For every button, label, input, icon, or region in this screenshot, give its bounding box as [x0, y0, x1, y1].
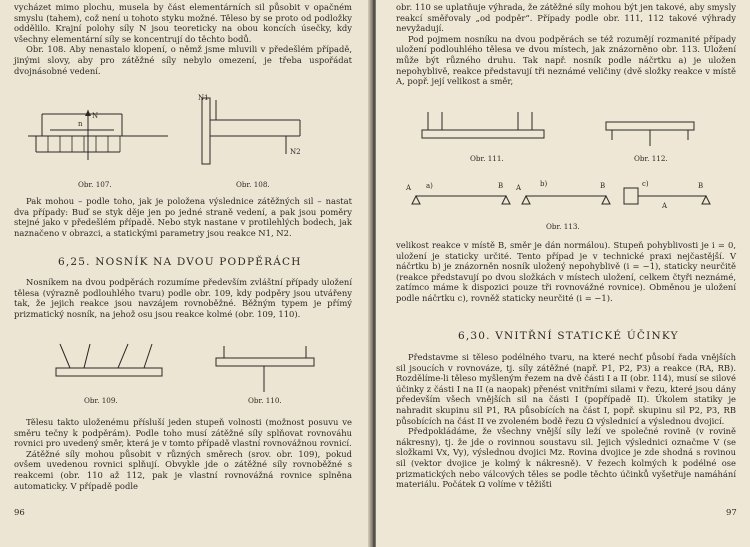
figure-110: [210, 340, 320, 394]
label-N1: N1: [198, 94, 209, 102]
right-page: [376, 0, 750, 547]
left-section-text: Nosníkem na dvou podpěrách rozumíme především zvláštní případy uložení tělesa (výrazně podlouhlého tvaru) podle obr. 109, kdy podpěry jsou utvářeny tak, že jejich reakce jsou navzájem rovnoběžné. Běžným typem je přímý prizmatický nosník, na jehož osu jsou reakce kolmé (obr. 109, 110).: [14, 277, 352, 319]
beam: [422, 130, 544, 138]
section-heading: 6,25. NOSNÍK NA DVOU PODPĚRÁCH: [58, 256, 302, 268]
caption-112: Obr. 112.: [634, 154, 668, 163]
label: B: [698, 182, 704, 190]
caption-113: Obr. 113.: [546, 222, 580, 231]
paragraph: Představme si těleso podélného tvaru, na které nechť působí řada vnějších sil jsoucích v rovnováze, tj. síly zátěžné (např. P1, P2, P3) a reakce (RA, RB). Rozdělíme-li těleso myšleným řezem na dvě části I a II (obr. 114), musí se silové účinky z části I na II (a naopak) přenést vnitřními silami v řezu, které jsou dány především všech vnějších sil na části I (popřípadě II). Úkolem statiky je nahradit skupinu sil P1, RA působících na část I, popř. skupinu sil P2, P3, RB působících na část II ve zvoleném bodě řezu Ω výslednicí a výslednou dvojicí.: [396, 352, 736, 426]
pin-support: [412, 196, 420, 204]
paragraph: Obr. 108. Aby nenastalo klopení, o němž jsme mluvili v předešlém případě, jinými slovy, aby pro zátěžné síly nebylo omezení, je třeba uspořádat dvojnásobné vedení.: [14, 44, 352, 76]
beam: [56, 368, 162, 376]
section-heading: 6,30. VNITŘNÍ STATICKÉ ÚČINKY: [458, 330, 679, 342]
label: a): [426, 182, 433, 190]
force-line: [118, 344, 128, 368]
paragraph: obr. 110 se uplatňuje výhrada, že zátěžné síly mohou být jen takové, aby smysly reakcí směřovaly „od podpěr“. Případy podle obr. 111, 112 takové výhrady nevyžadují.: [396, 2, 736, 34]
label: B: [498, 182, 504, 190]
caption-110: Obr. 110.: [248, 396, 282, 405]
guide-wall: [202, 98, 210, 164]
left-bottom-text: [14, 417, 352, 491]
right-bottom-text: [396, 352, 736, 490]
force-line: [144, 344, 152, 368]
fixed-support: [624, 188, 638, 204]
paragraph: Pod pojmem nosníku na dvou podpěrách se též rozumějí rozmanité případy uložení podlouhlého tělesa ve dvou místech, jak znázorněno obr. 113. Uložení může být různého druhu. Tak např. nosník podle náčrtku a) je uložen nepohyblivě, reakce představují tři neznámé veličiny (dvě složky reakce v místě A, popř. její velikost a směr,: [396, 33, 736, 87]
page-number: 96: [14, 508, 25, 518]
label: c): [642, 180, 649, 188]
label-N2: N2: [290, 148, 301, 156]
figure-112: [600, 108, 700, 148]
figure-113: [406, 178, 716, 214]
pin-support: [522, 196, 530, 204]
caption-111: Obr. 111.: [470, 154, 504, 163]
paragraph: Zátěžné síly mohou působit v různých směrech (srov. obr. 109), pokud ovšem uvedenou rovnici splňují. Obvykle jde o zátěžné síly rovnoběžné s reakcemi (obr. 110 až 112, pak je vlastní rovnovážná rovnice splněna automaticky. V případě podle: [14, 448, 352, 491]
beam: [216, 358, 314, 366]
force-line: [60, 344, 70, 368]
caption-108: Obr. 108.: [236, 180, 270, 189]
roller-support: [502, 196, 510, 204]
caption-109: Obr. 109.: [84, 396, 118, 405]
pin-support: [602, 196, 610, 204]
paragraph: Předpokládáme, že všechny vnější síly leží ve společné rovině (v rovině nákresny), tj. že jde o rovinnou soustavu sil. Jejich výslednici označme V (se složkami Vx, Vy), výslednou dvojici Mz. Rovina dvojice je zde shodná s rovinou sil (vektor dvojice je kolmý k nákresně). V řezech kolmých k podélné ose prizmatických nebo válcových těles se podle těchto účinků vyšetřuje namáhání materiálu. Počátek Ω volíme v těžišti: [396, 426, 736, 490]
label-n: n: [78, 120, 83, 128]
left-mid-text: Pak mohou – podle toho, jak je položena výslednice zátěžných sil – nastat dva případy: Buď se styk děje jen po jedné straně vedení, a pak jsou poměry stejné jako v předešlém případě. Nebo styk nastane v protilehlých bodech, jak naznačeno v obrazci, a statickými parametry jsou reakce N1, N2.: [14, 196, 352, 238]
label: A: [662, 202, 668, 210]
label: b): [540, 180, 548, 188]
right-mid-text: velikost reakce v místě B, směr je dán normálou). Stupeň pohyblivosti je i = 0, uložení je staticky určité. Tento případ je v technické praxi nejčastější. V náčrtku b) je znázorněn nosník uložený nepohyblivě (i = −1), staticky neurčitě (reakce představují po dvou složkách v místech uložení, celkem čtyři neznámé, zatímco máme k dispozici pouze tři rovnovážné rovnice). Obměnou je uložení podle náčrtku c), rovněž staticky neurčité (i = −1).: [396, 240, 736, 303]
figure-107: [22, 92, 172, 178]
left-page: [0, 0, 372, 547]
paragraph: Tělesu takto uloženému přísluší jeden stupeň volnosti (možnost posuvu ve směru tečny k podpěrám). Podle toho musí zátěžné síly splňovat rovnováhu rovnici pro uvedený směr, která je v tomto případě vlastní rovnovážnou rovnicí.: [14, 417, 352, 449]
figure-109: [48, 340, 168, 390]
paragraph: vycházet mimo plochu, musela by část elementárních sil působit v opačném smyslu (tahem), což není u tohoto styku možné. Těleso by se proto od podložky oddělilo. Krajní polohy síly N jsou teoreticky na obou koncích úsečky, kdy všechny elementární síly se koncentrují do těchto bodů.: [14, 2, 352, 44]
caption-107: Obr. 107.: [78, 180, 112, 189]
right-top-text: [396, 2, 736, 87]
figure-108: [196, 92, 308, 178]
label: A: [406, 184, 412, 192]
roller-support: [702, 196, 710, 204]
label: B: [600, 182, 606, 190]
beam: [606, 122, 694, 130]
left-top-text: [14, 2, 352, 76]
page-number: 97: [726, 508, 737, 518]
label: A: [516, 184, 522, 192]
figure-111: [416, 108, 550, 148]
label-N: N: [92, 112, 99, 120]
force-line: [84, 344, 90, 368]
arrow-head: [85, 110, 91, 116]
